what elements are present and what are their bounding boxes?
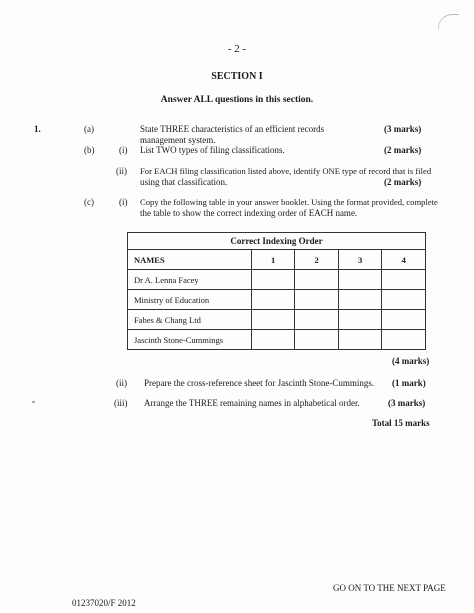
table-header-row xyxy=(128,250,426,270)
part-c-iii-label: (iii) xyxy=(114,398,128,408)
table-row xyxy=(128,290,426,310)
part-c-ii-label: (ii) xyxy=(116,378,127,388)
part-b-i-marks: (2 marks) xyxy=(384,145,422,155)
part-b-i-label: (i) xyxy=(119,145,128,155)
part-c-iii-marks: (3 marks) xyxy=(388,398,426,408)
blank-cell xyxy=(295,310,339,330)
blank-cell xyxy=(382,330,426,350)
total-marks: Total 15 marks xyxy=(372,418,430,428)
blank-cell xyxy=(382,270,426,290)
page-number: - 2 - xyxy=(227,43,247,55)
header-col-2: 2 xyxy=(295,250,339,270)
blank-cell xyxy=(251,290,295,310)
header-col-3: 3 xyxy=(338,250,382,270)
part-c-i-line1: Copy the following table in your answer booklet. Using the format provided, complete xyxy=(140,197,438,207)
page-corner-curl xyxy=(438,14,459,29)
table-row xyxy=(128,270,426,290)
header-col-4: 4 xyxy=(382,250,426,270)
section-instruction: Answer ALL questions in this section. xyxy=(160,95,314,105)
table-caption: Correct Indexing Order xyxy=(128,233,426,250)
blank-cell xyxy=(338,270,382,290)
table-row xyxy=(128,310,426,330)
blank-cell xyxy=(382,290,426,310)
part-b-ii-line2: using that classification. xyxy=(140,177,228,187)
blank-cell xyxy=(251,330,295,350)
part-b-ii-label: (ii) xyxy=(116,166,127,176)
part-b-ii-marks: (2 marks) xyxy=(384,177,422,187)
table-row xyxy=(128,330,426,350)
part-a-marks: (3 marks) xyxy=(384,124,422,134)
header-names: NAMES xyxy=(128,250,252,270)
blank-cell xyxy=(251,270,295,290)
indexing-order-table xyxy=(127,232,426,350)
blank-cell xyxy=(338,330,382,350)
blank-cell xyxy=(338,290,382,310)
name-cell: Fabes & Chang Ltd xyxy=(128,310,252,330)
blank-cell xyxy=(338,310,382,330)
part-c-iii-text: Arrange the THREE remaining names in alphabetical order. xyxy=(144,398,360,408)
scan-speck xyxy=(32,401,35,403)
part-c-i-marks: (4 marks) xyxy=(392,356,430,366)
blank-cell xyxy=(251,310,295,330)
go-to-next-page: GO ON TO THE NEXT PAGE xyxy=(333,583,446,593)
blank-cell xyxy=(295,290,339,310)
part-c-i-line2: the table to show the correct indexing order of EACH name. xyxy=(140,208,358,218)
part-a-text: State THREE characteristics of an efficient records management system. xyxy=(140,124,325,145)
name-cell: Jascinth Stone-Cummings xyxy=(128,330,252,350)
part-b-i-text: List TWO types of filing classifications. xyxy=(140,145,285,155)
part-c-i-label: (i) xyxy=(119,197,128,207)
question-number: 1. xyxy=(34,124,41,134)
part-b-label: (b) xyxy=(84,145,95,155)
part-c-label: (c) xyxy=(84,197,94,207)
name-cell: Dr A. Lenna Facey xyxy=(128,270,252,290)
part-c-ii-marks: (1 mark) xyxy=(392,378,426,388)
part-a-label: (a) xyxy=(84,124,94,134)
paper-code: 01237020/F 2012 xyxy=(72,598,136,608)
part-c-ii-text: Prepare the cross-reference sheet for Jascinth Stone-Cummings. xyxy=(144,378,375,388)
name-cell: Ministry of Education xyxy=(128,290,252,310)
blank-cell xyxy=(295,270,339,290)
blank-cell xyxy=(382,310,426,330)
header-col-1: 1 xyxy=(251,250,295,270)
section-title: SECTION I xyxy=(211,71,263,82)
part-b-ii-line1: For EACH filing classification listed above, identify ONE type of record that is filed xyxy=(140,166,432,176)
blank-cell xyxy=(295,330,339,350)
